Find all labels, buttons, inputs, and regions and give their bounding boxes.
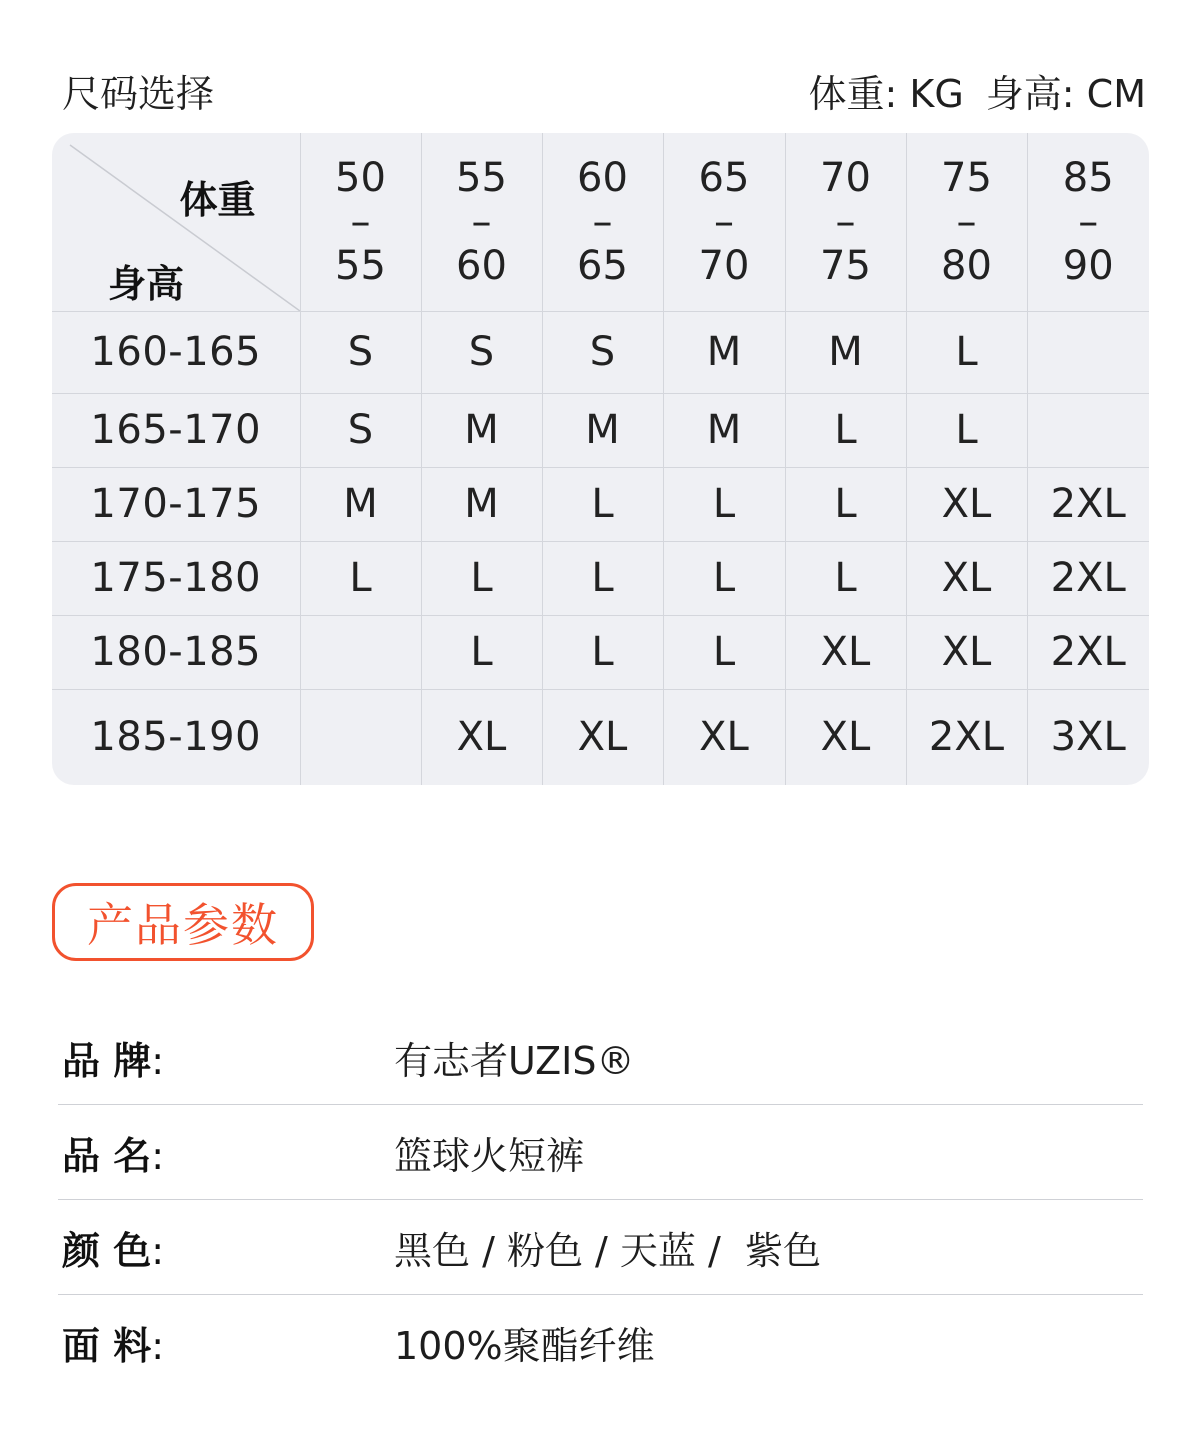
weight-range-header: 60 – 65 bbox=[542, 133, 663, 311]
table-row bbox=[52, 689, 1149, 785]
size-cell: L bbox=[542, 541, 663, 615]
param-row-color bbox=[58, 1200, 1143, 1295]
size-cell bbox=[1027, 393, 1149, 467]
size-cell: L bbox=[542, 467, 663, 541]
corner-height-label: 身高 bbox=[108, 262, 185, 306]
size-cell: L bbox=[542, 615, 663, 689]
size-cell: XL bbox=[663, 689, 785, 785]
weight-range-header: 85 – 90 bbox=[1027, 133, 1149, 311]
corner-weight-label: 体重 bbox=[179, 178, 256, 222]
size-cell: S bbox=[421, 311, 542, 393]
size-cell: M bbox=[300, 467, 421, 541]
size-cell: XL bbox=[542, 689, 663, 785]
table-row bbox=[52, 393, 1149, 467]
size-header bbox=[62, 62, 1146, 118]
height-range-label: 185-190 bbox=[52, 689, 300, 785]
param-value: 黑色 / 粉色 / 天蓝 / 紫色 bbox=[394, 1228, 821, 1273]
param-label: 颜 色: bbox=[62, 1228, 165, 1273]
size-cell bbox=[300, 615, 421, 689]
units-legend bbox=[809, 63, 1146, 118]
weight-range-header: 70 – 75 bbox=[785, 133, 906, 311]
size-cell: M bbox=[542, 393, 663, 467]
height-range-label: 175-180 bbox=[52, 541, 300, 615]
height-range-label: 160-165 bbox=[52, 311, 300, 393]
size-chart-table bbox=[52, 133, 1149, 785]
size-cell: L bbox=[906, 393, 1027, 467]
table-row bbox=[52, 467, 1149, 541]
param-row-fabric bbox=[58, 1295, 1143, 1390]
param-value: 100%聚酯纤维 bbox=[394, 1324, 655, 1368]
product-params-badge bbox=[52, 883, 314, 961]
param-row-name bbox=[58, 1105, 1143, 1200]
size-cell: M bbox=[421, 467, 542, 541]
size-cell: L bbox=[906, 311, 1027, 393]
size-cell: M bbox=[663, 393, 785, 467]
product-params-title: 产品参数 bbox=[87, 898, 279, 952]
weight-range-header: 55 – 60 bbox=[421, 133, 542, 311]
weight-range-header: 50 – 55 bbox=[300, 133, 421, 311]
size-cell: L bbox=[785, 541, 906, 615]
size-cell: 2XL bbox=[906, 689, 1027, 785]
param-value: 篮球火短裤 bbox=[394, 1133, 585, 1178]
param-value: 有志者UZIS® bbox=[394, 1038, 635, 1083]
table-row bbox=[52, 615, 1149, 689]
size-cell: M bbox=[421, 393, 542, 467]
product-params-list bbox=[58, 1010, 1143, 1390]
size-cell: M bbox=[663, 311, 785, 393]
size-cell: S bbox=[300, 393, 421, 467]
size-cell: L bbox=[663, 467, 785, 541]
height-range-label: 165-170 bbox=[52, 393, 300, 467]
size-cell: L bbox=[300, 541, 421, 615]
size-cell: L bbox=[663, 615, 785, 689]
height-unit: 身高: CM bbox=[985, 71, 1146, 116]
weight-range-header: 75 – 80 bbox=[906, 133, 1027, 311]
size-cell: L bbox=[421, 541, 542, 615]
size-cell bbox=[1027, 311, 1149, 393]
size-cell: XL bbox=[906, 615, 1027, 689]
size-cell bbox=[300, 689, 421, 785]
height-range-label: 170-175 bbox=[52, 467, 300, 541]
weight-range-header: 65 – 70 bbox=[663, 133, 785, 311]
size-cell: M bbox=[785, 311, 906, 393]
param-label: 面 料: bbox=[62, 1324, 165, 1368]
size-cell: S bbox=[300, 311, 421, 393]
size-section-title: 尺码选择 bbox=[62, 71, 215, 116]
param-label: 品 名: bbox=[62, 1133, 165, 1178]
param-row-brand bbox=[58, 1010, 1143, 1105]
size-cell: XL bbox=[421, 689, 542, 785]
table-row bbox=[52, 541, 1149, 615]
param-label: 品 牌: bbox=[62, 1038, 165, 1083]
size-cell: L bbox=[421, 615, 542, 689]
size-cell: XL bbox=[785, 689, 906, 785]
weight-header-row bbox=[52, 133, 1149, 311]
size-cell: L bbox=[785, 393, 906, 467]
corner-cell bbox=[52, 133, 300, 311]
height-range-label: 180-185 bbox=[52, 615, 300, 689]
size-cell: XL bbox=[906, 541, 1027, 615]
size-cell: 3XL bbox=[1050, 714, 1126, 761]
size-cell: L bbox=[785, 467, 906, 541]
size-cell: L bbox=[663, 541, 785, 615]
size-cell: S bbox=[542, 311, 663, 393]
size-cell: 2XL bbox=[1027, 541, 1149, 615]
size-cell: 2XL bbox=[1027, 467, 1149, 541]
size-cell: XL bbox=[906, 467, 1027, 541]
size-cell: XL bbox=[785, 615, 906, 689]
table-row bbox=[52, 311, 1149, 393]
weight-unit: 体重: KG bbox=[808, 71, 964, 116]
size-cell: 2XL bbox=[1027, 615, 1149, 689]
